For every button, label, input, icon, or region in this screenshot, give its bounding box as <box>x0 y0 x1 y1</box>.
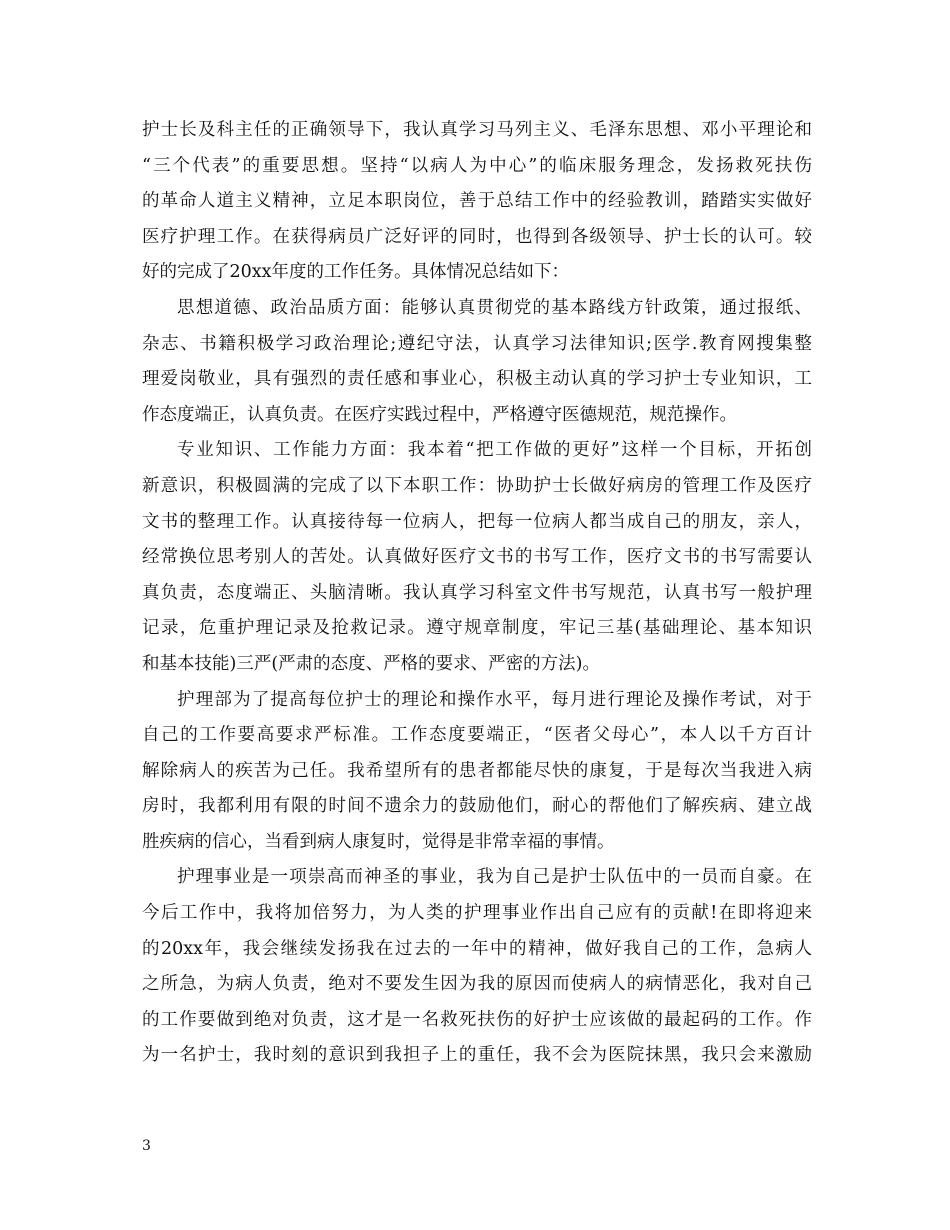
text-line: 自己的工作要高要求严标准。工作态度要端正，“医者父母心”，本人以千方百计 <box>142 725 812 746</box>
text-line: 胜疾病的信心，当看到病人康复时，觉得是非常幸福的事情。 <box>142 831 615 852</box>
paragraph-first-line: 护理事业是一项崇高而神圣的事业，我为自己是护士队伍中的一员而自豪。在 <box>177 867 812 888</box>
paragraph-first-line: 护理部为了提高每位护士的理论和操作水平，每月进行理论及操作考试，对于 <box>177 689 812 710</box>
text-line: 的20xx年，我会继续发扬我在过去的一年中的精神，做好我自己的工作，急病人 <box>142 938 812 959</box>
paragraph-first-line: 思想道德、政治品质方面：能够认真贯彻党的基本路线方针政策，通过报纸、 <box>177 297 812 318</box>
text-line: 医疗护理工作。在获得病员广泛好评的同时，也得到各级领导、护士长的认可。较 <box>142 226 812 247</box>
paragraph-first-line: 专业知识、工作能力方面：我本着“把工作做的更好”这样一个目标，开拓创 <box>177 440 812 461</box>
text-line: 经常换位思考别人的苦处。认真做好医疗文书的书写工作，医疗文书的书写需要认 <box>142 547 812 568</box>
text-line: 今后工作中，我将加倍努力，为人类的护理事业作出自己应有的贡献!在即将迎来 <box>142 903 812 924</box>
text-line: 真负责，态度端正、头脑清晰。我认真学习科室文件书写规范，认真书写一般护理 <box>142 582 812 603</box>
text-line: 新意识，积极圆满的完成了以下本职工作：协助护士长做好病房的管理工作及医疗 <box>142 475 812 496</box>
text-line: 好的完成了20xx年度的工作任务。具体情况总结如下： <box>142 262 570 283</box>
text-line: 的革命人道主义精神，立足本职岗位，善于总结工作中的经验教训，踏踏实实做好 <box>142 191 812 212</box>
text-line: 记录，危重护理记录及抢救记录。遵守规章制度，牢记三基(基础理论、基本知识 <box>142 618 812 639</box>
document-body <box>142 113 812 1074</box>
text-line: 房时，我都利用有限的时间不遗余力的鼓励他们，耐心的帮他们了解疾病、建立战 <box>142 796 812 817</box>
text-line: 作态度端正，认真负责。在医疗实践过程中，严格遵守医德规范，规范操作。 <box>142 404 737 425</box>
text-line: 之所急，为病人负责，绝对不要发生因为我的原因而使病人的病情恶化，我对自己 <box>142 974 812 995</box>
text-line: 护士长及科主任的正确领导下，我认真学习马列主义、毛泽东思想、邓小平理论和 <box>142 120 812 140</box>
text-line: 的工作要做到绝对负责，这才是一名救死扶伤的好护士应该做的最起码的工作。作 <box>142 1009 812 1030</box>
page-number: 3 <box>142 1138 151 1154</box>
text-line: 解除病人的疾苦为己任。我希望所有的患者都能尽快的康复，于是每次当我进入病 <box>142 760 812 781</box>
text-line: 杂志、书籍积极学习政治理论;遵纪守法，认真学习法律知识;医学.教育网搜集整 <box>142 333 812 354</box>
text-line: “三个代表”的重要思想。坚持“以病人为中心”的临床服务理念，发扬救死扶伤 <box>142 155 812 176</box>
text-line: 理爱岗敬业，具有强烈的责任感和事业心，积极主动认真的学习护士专业知识，工 <box>142 369 812 390</box>
text-line: 为一名护士，我时刻的意识到我担子上的重任，我不会为医院抹黑，我只会来激励 <box>142 1045 812 1066</box>
text-line: 和基本技能)三严(严肃的态度、严格的要求、严密的方法)。 <box>142 653 600 674</box>
text-line: 文书的整理工作。认真接待每一位病人，把每一位病人都当成自己的朋友，亲人， <box>142 511 812 532</box>
